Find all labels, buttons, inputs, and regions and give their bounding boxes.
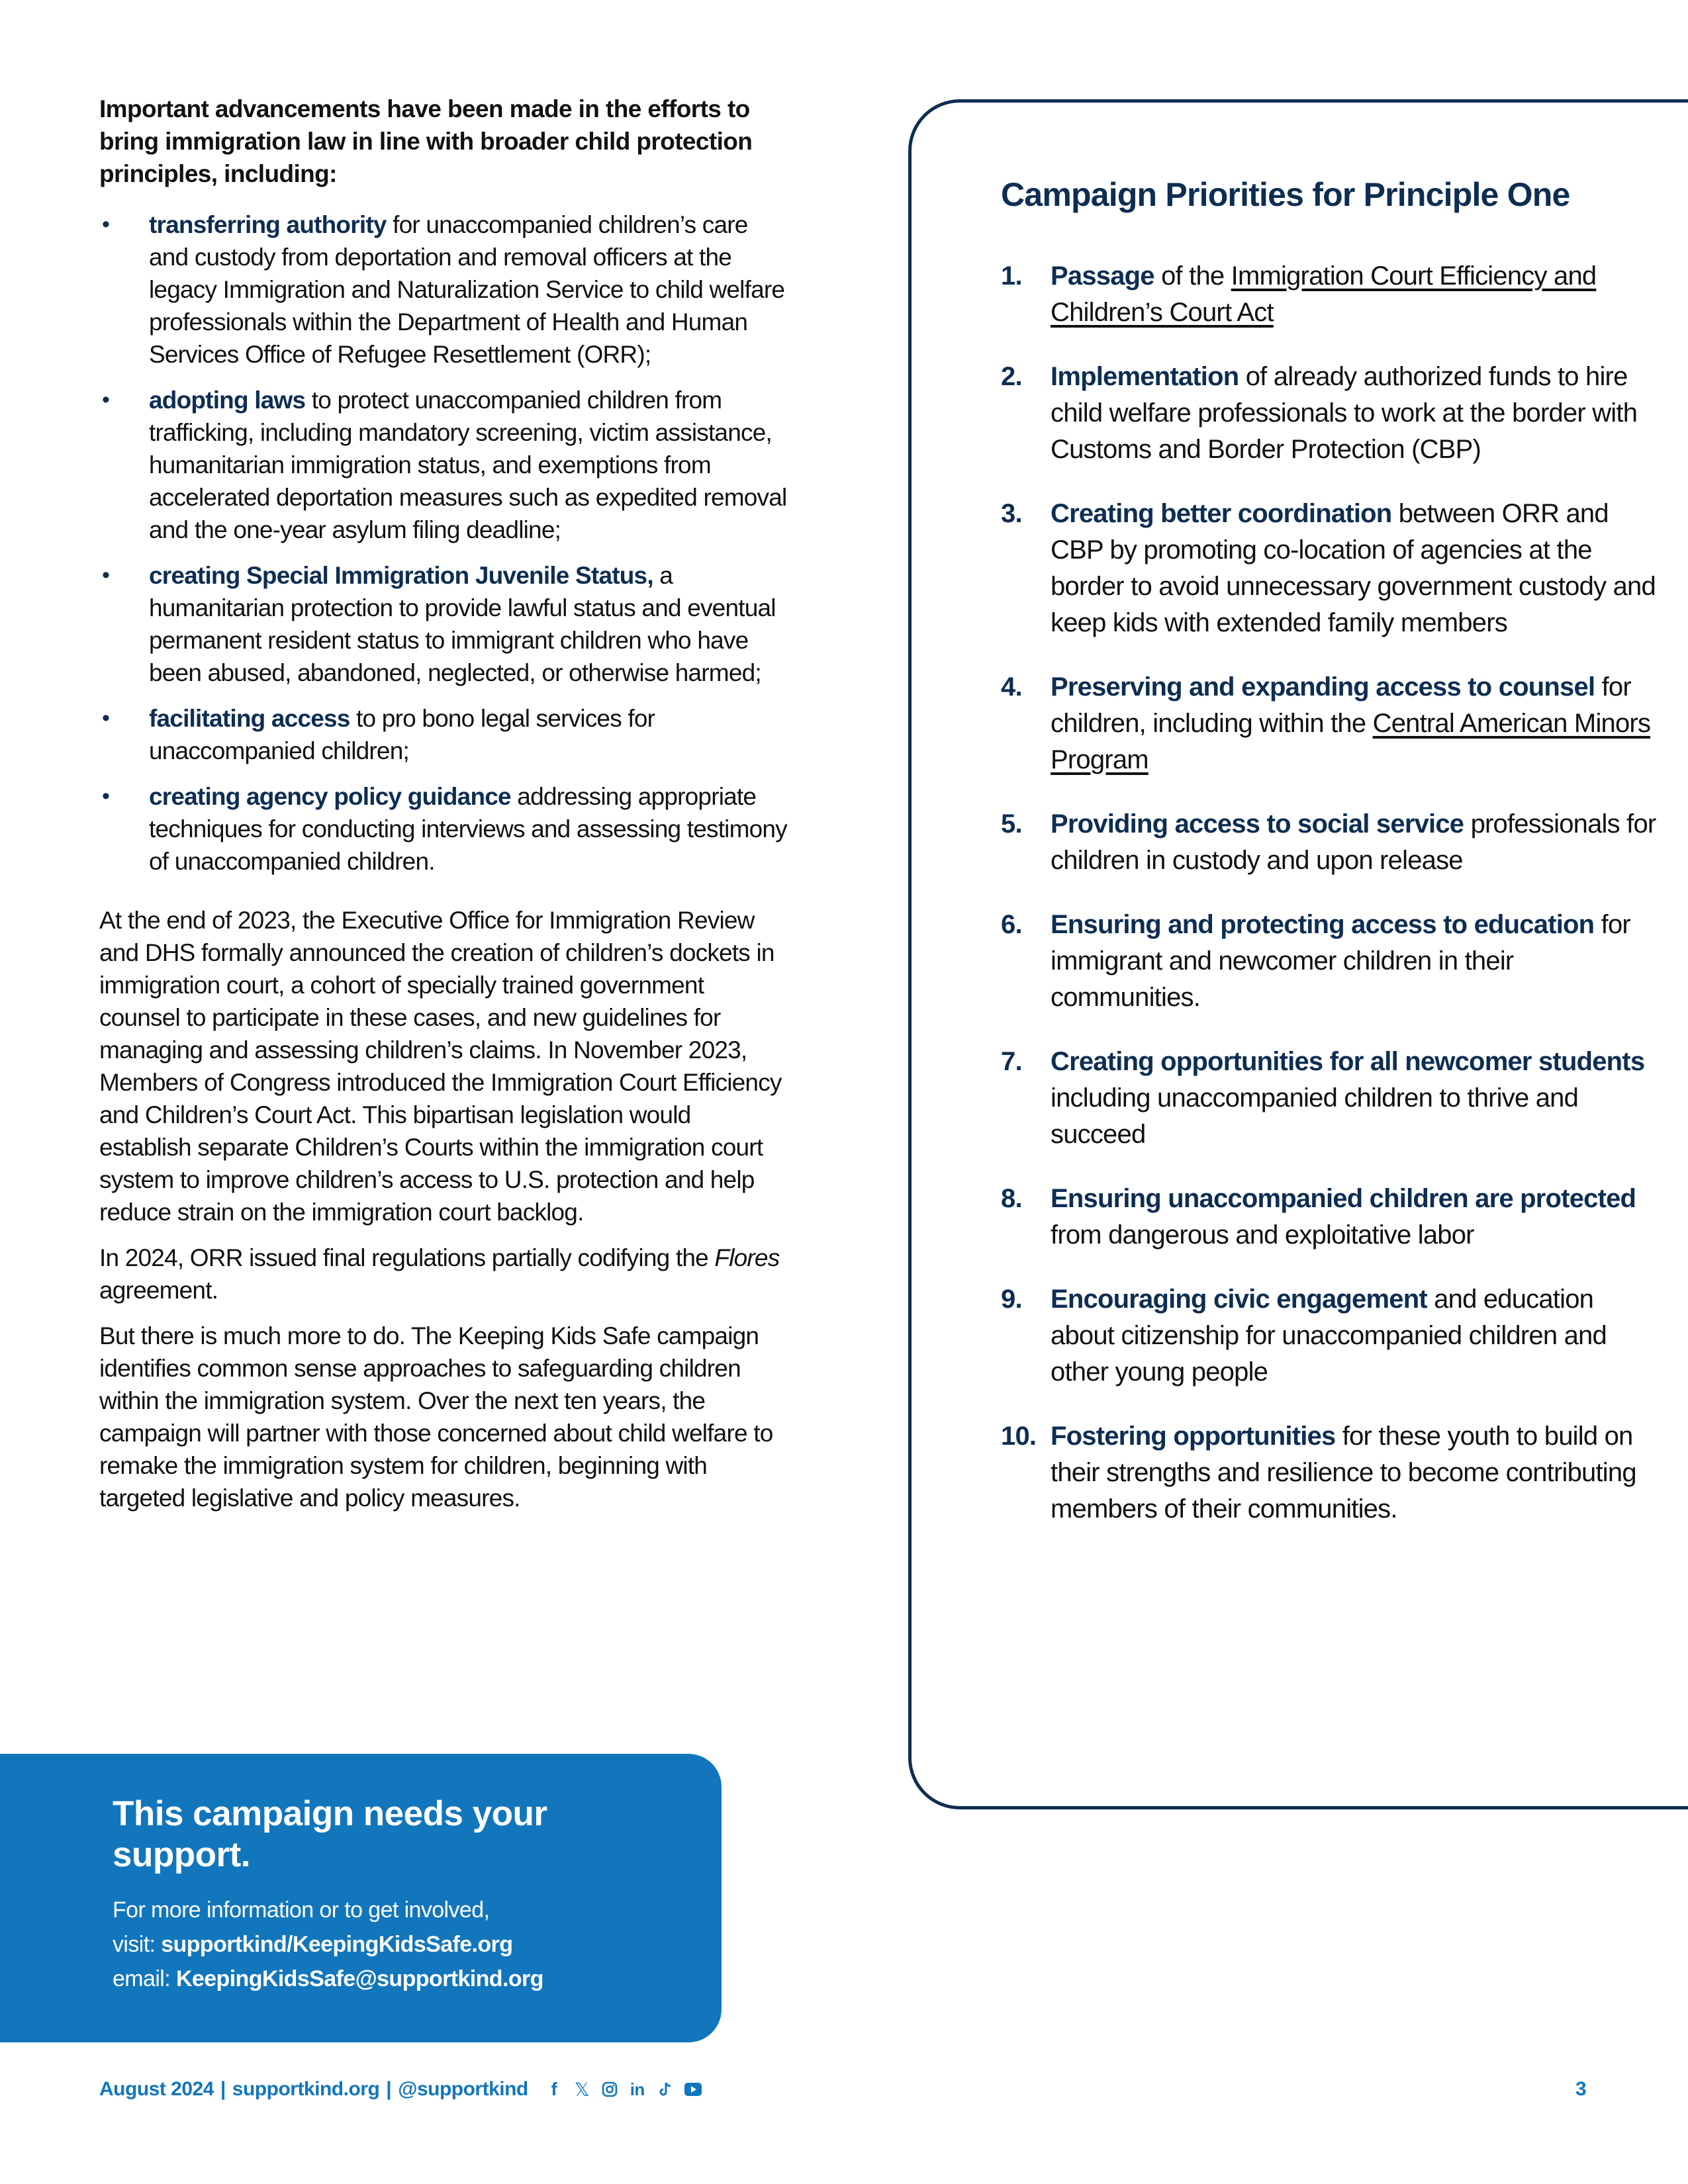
- left-column: [99, 93, 788, 1527]
- bullet-text: to pro bono legal services for unaccompanied children;: [149, 705, 655, 764]
- visit-label: visit:: [113, 1932, 162, 1957]
- visit-link[interactable]: supportkind/KeepingKidsSafe.org: [161, 1932, 513, 1957]
- email-link[interactable]: KeepingKidsSafe@supportkind.org: [175, 1966, 543, 1991]
- priority-text: for immigrant and newcomer children in their communities.: [1051, 910, 1630, 1012]
- priority-lead: Creating better coordination: [1051, 499, 1392, 528]
- footer-site-link[interactable]: supportkind.org: [232, 2078, 380, 2100]
- priority-item: [1001, 1281, 1663, 1390]
- email-line: [113, 1962, 543, 1996]
- facebook-icon[interactable]: f: [551, 2079, 557, 2099]
- callout-info: [113, 1893, 543, 1996]
- bullet-lead: facilitating access: [149, 705, 350, 732]
- visit-line: [113, 1927, 543, 1962]
- email-label: email:: [113, 1966, 176, 1991]
- paragraph-eoir: At the end of 2023, the Executive Office for Immigration Review and DHS formally announced the creation of children’s dockets in immigration court, a cohort of specially trained government counsel to participate in these cases, and new guidelines for managing and assessing children’s claims. In November 2023, Members of Congress introduced the Immigration Court Efficiency and Children’s Court Act. This bipartisan legislation would establish separate Children’s Courts within the immigration court system to improve children’s access to U.S. protection and help reduce strain on the immigration court backlog.: [99, 907, 782, 1226]
- priority-item: [1001, 907, 1663, 1016]
- priority-lead: Passage: [1051, 261, 1154, 291]
- list-item: [99, 208, 788, 371]
- bullet-icon: •: [102, 387, 110, 412]
- priority-item: [1001, 1418, 1663, 1527]
- list-item: [99, 702, 788, 767]
- bullet-icon: •: [102, 705, 110, 731]
- priorities-box: [908, 99, 1688, 1809]
- priority-number: 3.: [1001, 499, 1022, 528]
- priority-number: 4.: [1001, 672, 1022, 702]
- intro-heading: Important advancements have been made in the efforts to bring immigration law in line with broader child protection principles, including:: [99, 95, 753, 187]
- priority-lead: Ensuring and protecting access to education: [1051, 910, 1595, 939]
- callout-text: For more information or to get involved,: [113, 1897, 490, 1923]
- priority-item: [1001, 359, 1663, 468]
- paragraph-flores: [99, 1242, 788, 1306]
- linkedin-icon[interactable]: in: [630, 2079, 645, 2099]
- priority-text: for these youth to build on their strengths and resilience to become contributing members of their communities.: [1051, 1422, 1636, 1524]
- youtube-icon[interactable]: [682, 2078, 704, 2101]
- footer-handle[interactable]: @supportkind: [398, 2078, 528, 2100]
- list-item: [99, 559, 788, 689]
- bullet-icon: •: [102, 784, 110, 809]
- priority-text: professionals for children in custody and upon release: [1051, 809, 1656, 875]
- paragraph-campaign: But there is much more to do. The Keeping Kids Safe campaign identifies common sense approaches to safeguarding children within the immigration system. Over the next ten years, the campaign will partner with those concerned about child welfare to remake the immigration system for children, beginning with targeted legislative and policy measures.: [99, 1322, 773, 1512]
- priority-text: and education about citizenship for unaccompanied children and other young people: [1051, 1285, 1607, 1387]
- tiktok-icon[interactable]: [654, 2078, 677, 2101]
- list-item: [99, 384, 788, 546]
- priority-number: 2.: [1001, 362, 1022, 391]
- priorities-title: Campaign Priorities for Principle One: [1001, 176, 1570, 213]
- priority-text: from dangerous and exploitative labor: [1051, 1220, 1474, 1250]
- advancements-list: [99, 208, 788, 878]
- cam-program-link[interactable]: Central American Minors Program: [1051, 709, 1651, 774]
- priority-text: including unaccompanied children to thrive and succeed: [1051, 1083, 1579, 1149]
- page-number: 3: [1575, 2078, 1587, 2100]
- list-item: [99, 780, 788, 878]
- priorities-list: [1001, 258, 1663, 1555]
- bullet-text: addressing appropriate techniques for conducting interviews and assessing testimony of unaccompanied children.: [149, 783, 787, 875]
- priority-lead: Providing access to social service: [1051, 809, 1464, 839]
- bullet-icon: •: [102, 212, 110, 237]
- priority-number: 7.: [1001, 1047, 1022, 1076]
- priority-number: 10.: [1001, 1422, 1037, 1451]
- priority-lead: Fostering opportunities: [1051, 1422, 1336, 1451]
- bullet-lead: creating agency policy guidance: [149, 783, 511, 810]
- priority-text: of already authorized funds to hire child welfare professionals to work at the border with Customs and Border Protection (CBP): [1051, 362, 1638, 464]
- priority-lead: Ensuring unaccompanied children are protected: [1051, 1184, 1636, 1213]
- priority-number: 6.: [1001, 910, 1022, 939]
- priority-number: 8.: [1001, 1184, 1022, 1213]
- priority-text: between ORR and CBP by promoting co-location of agencies at the border to avoid unnecessary government custody and keep kids with extended family members: [1051, 499, 1656, 637]
- footer-date: August 2024: [99, 2078, 214, 2100]
- priority-item: [1001, 669, 1663, 778]
- priority-item: [1001, 1044, 1663, 1153]
- bullet-lead: creating Special Immigration Juvenile Status,: [149, 562, 653, 589]
- priority-number: 1.: [1001, 261, 1022, 291]
- support-callout: [0, 1754, 722, 2042]
- priority-lead: Encouraging civic engagement: [1051, 1285, 1427, 1314]
- priority-text: of the: [1154, 261, 1231, 291]
- priority-item: [1001, 496, 1663, 641]
- footer-separator: |: [386, 2078, 392, 2100]
- footer: [99, 2078, 704, 2101]
- callout-title: This campaign needs your support.: [113, 1794, 547, 1874]
- bullet-icon: •: [102, 563, 110, 588]
- bullet-text: to protect unaccompanied children from trafficking, including mandatory screening, victim assistance, humanitarian immigration status, and exemptions from accelerated deportation measures such as expedited removal and the one-year asylum filing deadline;: [149, 387, 787, 543]
- priority-lead: Implementation: [1051, 362, 1239, 391]
- priority-item: [1001, 806, 1663, 879]
- bullet-lead: transferring authority: [149, 211, 387, 238]
- priority-lead: Preserving and expanding access to counsel: [1051, 672, 1595, 702]
- priority-number: 9.: [1001, 1285, 1022, 1314]
- text: In 2024, ORR issued final regulations partially codifying the: [99, 1244, 715, 1271]
- footer-separator: |: [220, 2078, 226, 2100]
- bullet-text: for unaccompanied children’s care and custody from deportation and removal officers at the legacy Immigration and Naturalization Service to child welfare professionals within the Department of Health and Human Services Office of Refugee Resettlement (ORR);: [149, 211, 785, 368]
- act-link[interactable]: Immigration Court Efficiency and Children’s Court Act: [1051, 261, 1597, 327]
- priority-item: [1001, 258, 1663, 331]
- priority-text: for children, including within the: [1051, 672, 1631, 738]
- flores-italic: Flores: [714, 1244, 780, 1271]
- priority-lead: Creating opportunities for all newcomer students: [1051, 1047, 1645, 1076]
- x-icon[interactable]: 𝕏: [574, 2079, 589, 2100]
- bullet-lead: adopting laws: [149, 387, 306, 414]
- instagram-icon[interactable]: [598, 2078, 621, 2101]
- priority-item: [1001, 1181, 1663, 1253]
- text: agreement.: [99, 1277, 218, 1304]
- priority-number: 5.: [1001, 809, 1022, 839]
- bullet-text: a humanitarian protection to provide lawful status and eventual permanent resident status to immigrant children who have been abused, abandoned, neglected, or otherwise harmed;: [149, 562, 776, 686]
